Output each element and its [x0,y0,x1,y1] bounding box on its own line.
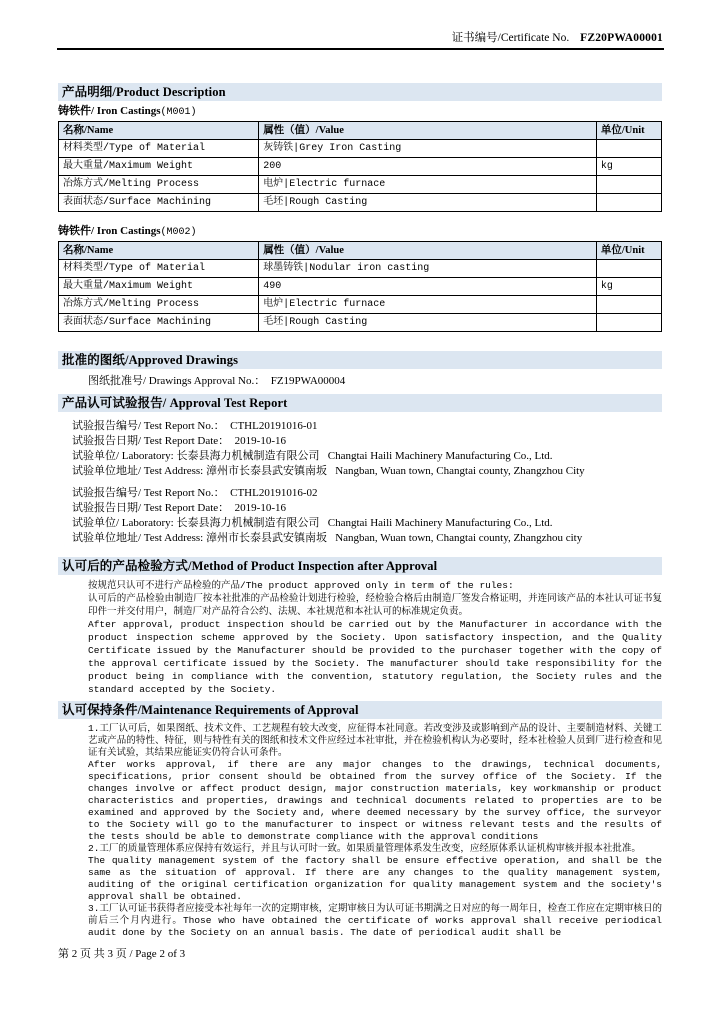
cell-name: 冶炼方式/Melting Process [59,296,259,314]
cell-value: 电炉|Electric furnace [259,296,597,314]
test-report-no: 试验报告编号/ Test Report No.： CTHL20191016-02 [72,487,318,499]
test-report-date: 试验报告日期/ Test Report Date： 2019-10-16 [72,435,287,447]
cell-name: 表面状态/Surface Machining [59,194,259,212]
table-row [59,140,662,158]
iron-castings-m001-table [58,121,662,212]
paragraph: After approval, product inspection should be carried out by the Manufacturer in accordance with the product inspection scheme approved by the Society. Upon satisfactory inspection, and the Quality Certificate issued by the Manufacturer should be provided to the purchaser together with the copy of the approval certificate issued by the Society. The manufacturer should take responsibility for the product being in compliance with the convention, statutory regulation, the Society rules and the standard accepted by the Society. [88,619,662,695]
column-header-name: 名称/Name [59,242,259,260]
paragraph: 3.工厂认可证书获得者应接受本社每年一次的定期审核，定期审核日为认可证书期满之日对应的每一周年日，检查工作应在定期审核日的前后三个月内进行。Those who have obtained the certificate of works approval shall receive periodical audit done by the Society on an annual basis. The date of periodical audit shall be [88,903,662,938]
cell-value: 200 [259,158,597,176]
cell-unit: kg [596,278,661,296]
paragraph: After works approval, if there are any major changes to the drawings, technical documents, specifications, prior consent should be obtained from the survey office of the Society. If the changes involve or affect product design, major construction materials, key workmanship or product characteristics and properties, drawings and technical documents related to properties are to be examined and approved by the Society and, where deemed necessary by the survey office, the surveyor to the Society will go to the manufacturer to inspect or witness relevant tests and the results of the tests should be able to demonstrate compliance with the approval conditions [88,759,662,842]
section-title-approved-drawings: 批准的图纸/Approved Drawings [58,351,662,369]
cell-value: 毛坯|Rough Casting [259,314,597,332]
test-laboratory: 试验单位/ Laboratory: 长泰县海力机械制造有限公司 Changtai Haili Machinery Manufacturing Co., Ltd. [72,517,553,529]
section-title-inspection-method: 认可后的产品检验方式/Method of Product Inspection after Approval [58,557,662,575]
cell-value: 电炉|Electric furnace [259,176,597,194]
cell-name: 材料类型/Type of Material [59,140,259,158]
header-divider [57,48,664,50]
cell-name: 最大重量/Maximum Weight [59,158,259,176]
paragraph: 2.工厂的质量管理体系应保持有效运行，并且与认可时一致。如果质量管理体系发生改变，应经原体系认证机构审核并报本社批准。 [88,843,641,854]
table-caption-m002 [58,225,662,239]
test-laboratory: 试验单位/ Laboratory: 长泰县海力机械制造有限公司 Changtai Haili Machinery Manufacturing Co., Ltd. [72,450,553,462]
cell-name: 材料类型/Type of Material [59,260,259,278]
column-header-unit: 单位/Unit [596,122,661,140]
column-header-value: 属性（值）/Value [259,242,597,260]
cell-unit [596,296,661,314]
test-report-block-2 [72,486,662,546]
table-row [59,176,662,194]
certificate-no-label: 证书编号/Certificate No. [451,32,570,44]
test-report-no: 试验报告编号/ Test Report No.： CTHL20191016-01 [72,420,318,432]
drawings-approval-no: 图纸批准号/ Drawings Approval No.： FZ19PWA00004 [88,375,346,387]
cell-name: 冶炼方式/Melting Process [59,176,259,194]
section-title-product-description: 产品明细/Product Description [58,83,662,101]
section-title-maintenance-requirements: 认可保持条件/Maintenance Requirements of Approval [58,701,662,719]
maintenance-requirements-text [88,723,662,939]
test-report-date: 试验报告日期/ Test Report Date： 2019-10-16 [72,502,287,514]
table-row [59,278,662,296]
certificate-no-value: FZ20PWA00001 [580,32,663,44]
cell-unit [596,140,661,158]
paragraph: The quality management system of the factory shall be ensure effective operation, and shall be the same as the situation of approval. If there are any changes to the quality management system, auditing of the original certification organization for quality management system and the society's approval shall be obtained. [88,855,662,902]
cell-unit [596,176,661,194]
table-caption-m002-text: 铸铁件/ Iron Castings [58,225,161,237]
table-header-row [59,242,662,260]
test-address: 试验单位地址/ Test Address: 漳州市长泰县武安镇南坂 Nangban, Wuan town, Changtai county, Zhangzhou City [72,465,585,477]
table-row [59,296,662,314]
column-header-name: 名称/Name [59,122,259,140]
paragraph: 认可后的产品检验由制造厂按本社批准的产品检验计划进行检验，经检验合格后由制造厂签发合格证明，并连同该产品的本社认可证书复印件一并交付用户，制造厂对产品符合公约、法规、本社规范和本社认可的标准规定负责。 [88,593,662,617]
cell-name: 最大重量/Maximum Weight [59,278,259,296]
paragraph: 1.工厂认可后，如果图纸、技术文件、工艺规程有较大改变，应征得本社同意。若改变涉及或影响到产品的设计、主要制造材料、关键工艺或产品的特性、特征，则与特性有关的图纸和技术文件应经过本社审批，并在检验机构认为必要时，经本社检验人员到厂进行检查和见证有关试验，其结果应能证实仍符合认可条件。 [88,723,662,758]
table-row [59,194,662,212]
cell-value: 490 [259,278,597,296]
section-title-approval-test-report: 产品认可试验报告/ Approval Test Report [58,394,662,412]
cell-unit [596,260,661,278]
page-content [58,83,662,961]
cell-name: 表面状态/Surface Machining [59,314,259,332]
table-row [59,158,662,176]
iron-castings-m002-table [58,241,662,332]
cell-unit [596,194,661,212]
cell-value: 毛坯|Rough Casting [259,194,597,212]
table-caption-m001 [58,105,662,119]
test-report-block-1 [72,419,662,479]
cell-value: 灰铸铁|Grey Iron Casting [259,140,597,158]
page-header [0,32,663,45]
table-caption-m002-code: (M002) [160,227,197,238]
inspection-method-text [88,579,662,696]
cell-unit [596,314,661,332]
table-row [59,314,662,332]
table-header-row [59,122,662,140]
cell-value: 球墨铸铁|Nodular iron casting [259,260,597,278]
cell-unit: kg [596,158,661,176]
column-header-value: 属性（值）/Value [259,122,597,140]
table-caption-m001-text: 铸铁件/ Iron Castings [58,105,161,117]
column-header-unit: 单位/Unit [596,242,661,260]
table-row [59,260,662,278]
paragraph: 按规范只认可不进行产品检验的产品/The product approved only in term of the rules: [88,580,514,591]
page-number: 第 2 页 共 3 页 / Page 2 of 3 [58,948,186,960]
table-caption-m001-code: (M001) [160,107,197,118]
test-address: 试验单位地址/ Test Address: 漳州市长泰县武安镇南坂 Nangban, Wuan town, Changtai county, Zhangzhou city [72,532,583,544]
